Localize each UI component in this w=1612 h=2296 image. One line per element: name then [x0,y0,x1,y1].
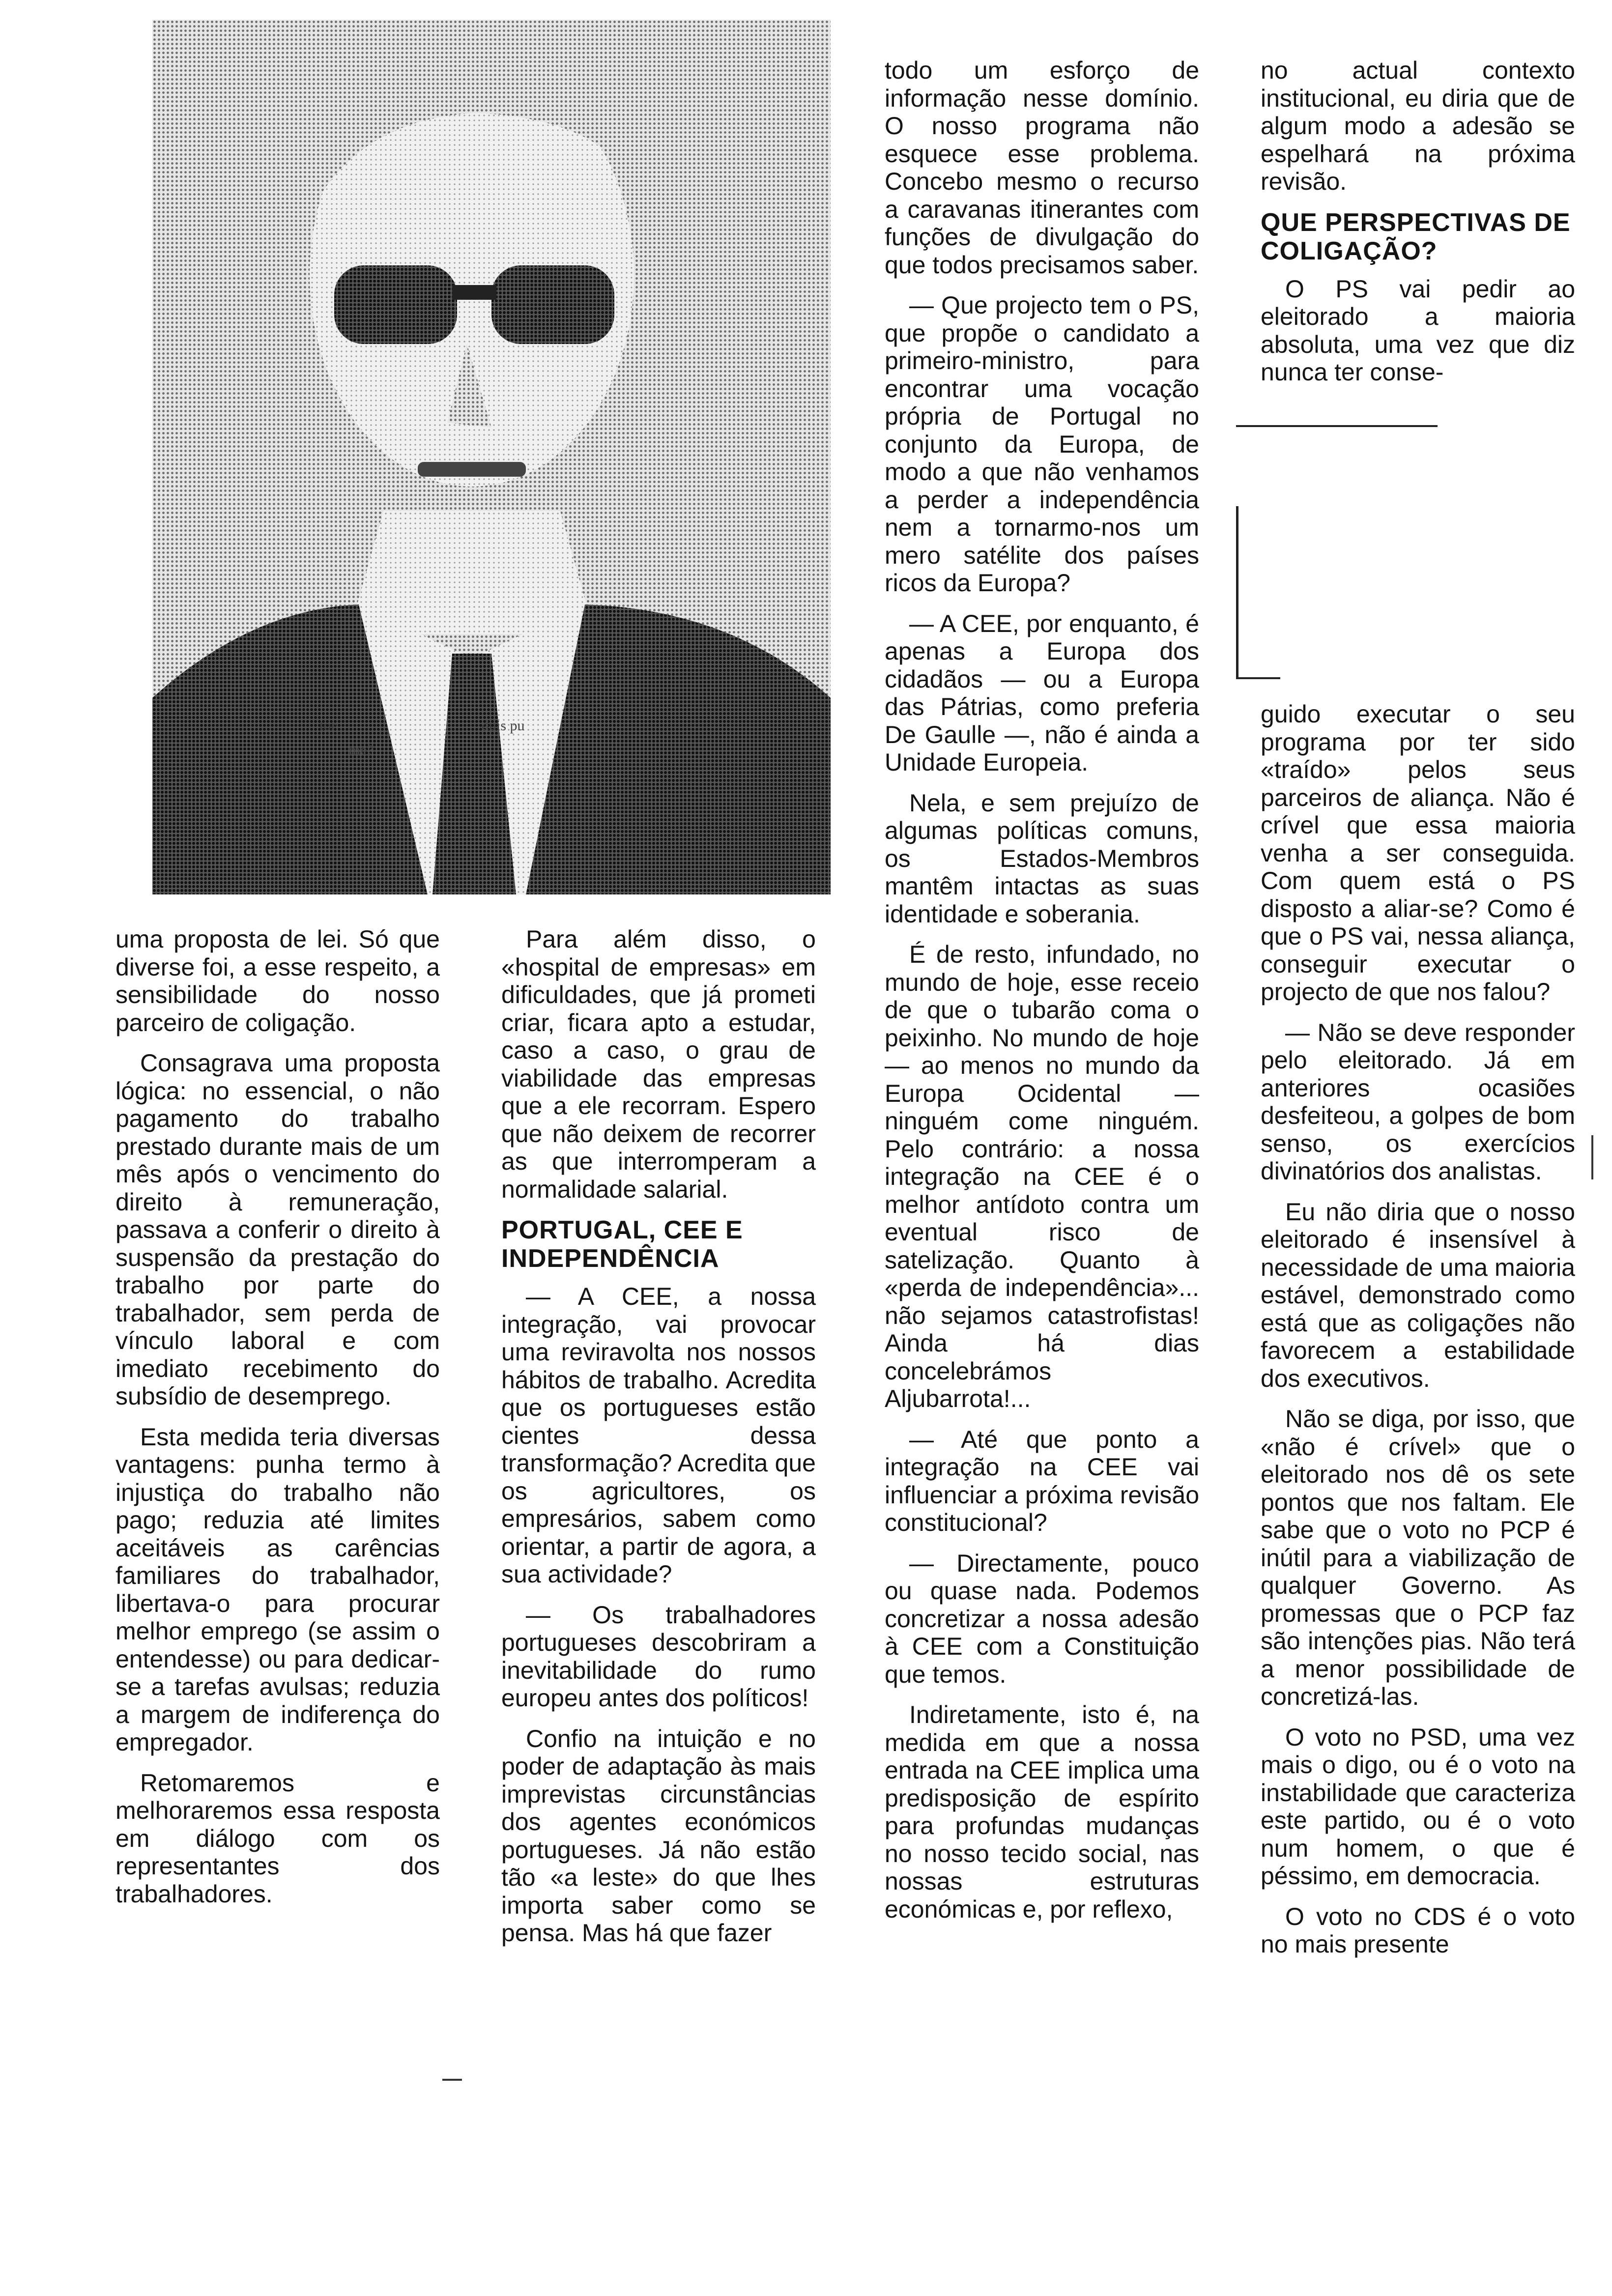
paragraph: Não se diga, por isso, que «não é crível» que o eleitorado nos dê os sete pontos que nos faltam. Ele sabe que o voto no PCP é inútil para a viabilização de qualquer Governo. As promessas que o PCP faz são intenções pias. Não terá a menor possibilidade de concretizá-las. [1261,1405,1575,1710]
paragraph: Consagrava uma proposta lógica: no essencial, o não pagamento do trabalho prestado durante mais de um mês após o vencimento do direito à remuneração, passava a conferir o direito à suspensão da prestação do trabalho por parte do trabalhador, sem perda de vínculo laboral e com imediato recebimento do subsídio de desemprego. [115,1049,440,1410]
inset-bottom-rule [1236,677,1280,679]
article-column-4-top [1261,57,1575,399]
article-column-2 [501,925,816,1960]
paragraph: — Que projecto tem o PS, que propõe o candidato a primeiro-ministro, para encontrar uma vocação própria de Portugal no conjunto da Europa, de modo a que não venhamos a perder a independência nem a tornarmo-nos um mero satélite dos países ricos da Europa? [885,291,1199,597]
paragraph: O voto no CDS é o voto no mais presente [1261,1902,1575,1958]
inset-top-rule [1236,425,1438,427]
paragraph: uma proposta de lei. Só que diverse foi, a esse respeito, a sensibilidade do nosso parceiro de coligação. [115,925,440,1036]
paragraph: — Não se deve responder pelo eleitorado. Já em anteriores ocasiões desfeiteou, a golpes de bom senso, os exercícios divinatórios dos analistas. [1261,1018,1575,1185]
portrait-illustration [152,20,831,894]
paragraph: Esta medida teria diversas vantagens: punha termo à injustiça do trabalho não pago; reduzia até limites aceitáveis as carências familiares do trabalhador, libertava-o para procurar melhor emprego (se assim o entendesse) ou para dedicar-se a tarefas avulsas; reduzia a margem de indiferença do empregador. [115,1423,440,1756]
article-column-1 [115,925,440,1921]
paragraph: Nela, e sem prejuízo de algumas políticas comuns, os Estados-Membros mantêm intactas as suas identidade e soberania. [885,789,1199,928]
paragraph: — Os trabalhadores portugueses descobriram a inevitabilidade do rumo europeu antes dos políticos! [501,1601,816,1712]
paragraph: É de resto, infundado, no mundo de hoje, esse receio de que o tubarão coma o peixinho. No mundo de hoje — ao menos no mundo da Europa Ocidental — ninguém come ninguém. Pelo contrário: a nossa integração na CEE é o melhor antídoto contra um eventual risco de satelização. Quanto à «perda de independência»... não sejamos catastrofistas! Ainda há dias concelebrámos Aljubarrota!... [885,941,1199,1412]
paragraph: — Directamente, pouco ou quase nada. Podemos concretizar a nossa adesão à CEE com a Constituição que temos. [885,1549,1199,1688]
paragraph: — A CEE, por enquanto, é apenas a Europa dos cidadãos — ou a Europa das Pátrias, como preferia De Gaulle —, não é ainda a Unidade Europeia. [885,609,1199,776]
paragraph: O voto no PSD, uma vez mais o digo, ou é o voto na instabilidade que caracteriza este partido, ou é o voto num homem, o que é péssimo, em democracia. [1261,1723,1575,1890]
paragraph: no actual contexto institucional, eu diria que de algum modo a adesão se espelhará na próxima revisão. [1261,57,1575,195]
inset-left-rule [1236,506,1238,678]
paragraph: todo um esforço de informação nesse domínio. O nosso programa não esquece esse problema. Concebo mesmo o recurso a caravanas itinerantes com funções de divulgação do que todos precisamos saber. [885,57,1199,279]
scan-mark [1591,1135,1593,1179]
paragraph: — A CEE, a nossa integração, vai provocar uma reviravolta nos nossos hábitos de trabalho. Acredita que os portugueses estão cientes dessa transformação? Acredita que os agricultores, os empresários, sabem como orientar, a partir de agora, a sua actividade? [501,1283,816,1588]
paragraph: Confio na intuição e no poder de adaptação às mais imprevistas circunstâncias dos agentes económicos portugueses. Já não estão tão «a leste» do que lhes importa saber como se pensa. Mas há que fazer [501,1724,816,1947]
article-column-4-bottom [1261,700,1575,1971]
paragraph: Indiretamente, isto é, na medida em que a nossa entrada na CEE implica uma predisposição de espírito para profundas mudanças no nosso tecido social, nas nossas estruturas económicas e, por reflexo, [885,1701,1199,1923]
paragraph: guido executar o seu programa por ter sido «traído» pelos seus parceiros de aliança. Não é crível que essa maioria venha a ser conseguida. Com quem está o PS disposto a aliar-se? Como é que o PS vai, nessa aliança, conseguir executar o projecto de que nos falou? [1261,700,1575,1005]
scan-mark [442,2079,462,2081]
section-heading: QUE PERSPECTIVAS DE COLIGAÇÃO? [1261,208,1571,265]
paragraph: Retomaremos e melhoraremos essa resposta em diálogo com os representantes dos trabalhadores. [115,1769,440,1908]
photo-caption-left: tor [319,718,336,734]
paragraph: O PS vai pedir ao eleitorado a maioria absoluta, uma vez que diz nunca ter conse- [1261,275,1575,386]
paragraph: Eu não diria que o nosso eleitorado é insensível à necessidade de uma maioria estável, demonstrado como está que as coligações não favorecem a estabilidade dos executivos. [1261,1198,1575,1392]
portrait-photo [152,20,831,894]
photo-caption-right: duis pu [482,718,525,734]
section-heading: PORTUGAL, CEE E INDEPENDÊNCIA [501,1216,743,1273]
paragraph: — Até que ponto a integração na CEE vai influenciar a próxima revisão constitucional? [885,1425,1199,1536]
paragraph: Para além disso, o «hospital de empresas» em dificuldades, que já prometi criar, ficara apto a estudar, caso a caso, o grau de viabilidade das empresas que a ele recorram. Espero que não deixem de recorrer as que interromperam a normalidade salarial. [501,925,816,1203]
photo-caption-bottom: me? [349,742,374,758]
article-column-3 [885,57,1199,1936]
